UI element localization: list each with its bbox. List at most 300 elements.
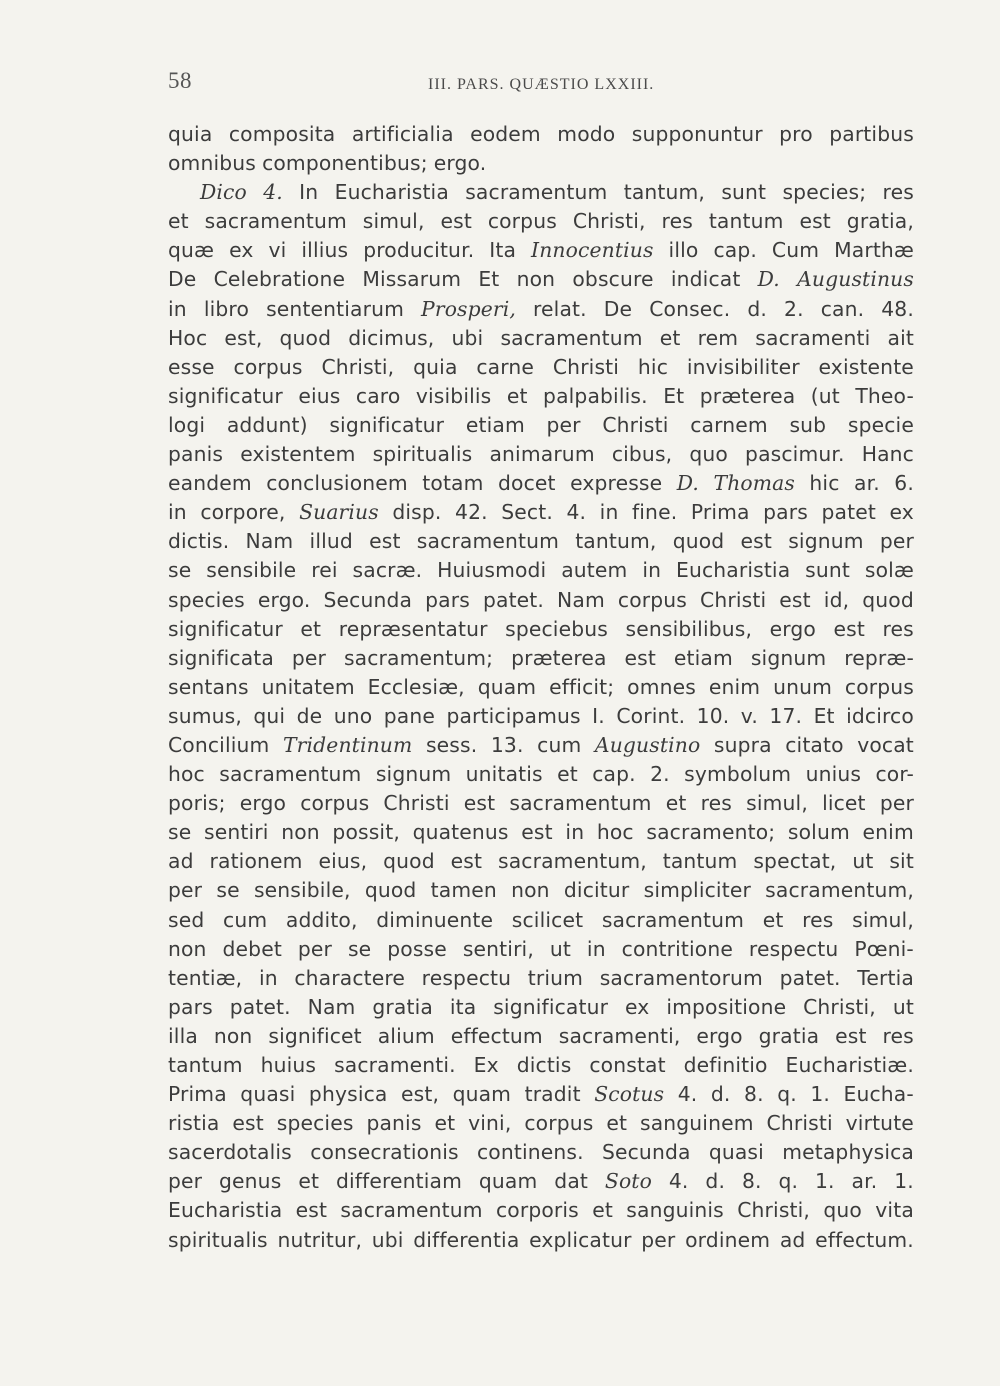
word: simul, xyxy=(852,907,914,932)
word: corpus xyxy=(487,209,557,234)
word: species xyxy=(168,587,245,612)
word: eandem xyxy=(168,471,252,496)
word: dicitur xyxy=(563,878,630,903)
word: esse xyxy=(168,354,215,379)
text-line xyxy=(168,847,914,876)
word: respectu xyxy=(748,936,839,961)
word: est xyxy=(295,1198,328,1223)
text-line xyxy=(168,207,914,236)
word: corpore, xyxy=(200,500,286,525)
word: sensibile, xyxy=(253,878,351,903)
word: et xyxy=(434,1111,456,1136)
word: 42. xyxy=(455,500,488,525)
word: per xyxy=(291,645,327,670)
word: obscure xyxy=(572,267,654,292)
word: physica xyxy=(308,1082,388,1107)
word: 1. xyxy=(810,1082,830,1107)
word: se xyxy=(168,558,192,583)
word: 10. xyxy=(696,703,730,728)
word: etiam xyxy=(673,645,733,670)
text-line xyxy=(168,906,914,935)
word: quam xyxy=(452,1082,512,1107)
word: significatur xyxy=(493,994,609,1019)
word: logi xyxy=(168,412,206,437)
word: est xyxy=(521,820,553,845)
word: Secunda xyxy=(601,1140,691,1165)
word: in xyxy=(565,820,585,845)
word: Christi, xyxy=(321,354,395,379)
word: modo xyxy=(557,122,616,146)
word: sacramentum xyxy=(219,762,362,787)
word: tantum, xyxy=(623,180,706,205)
word: rem xyxy=(697,325,739,350)
word: palpabilis. xyxy=(543,383,648,408)
word: est xyxy=(450,849,483,874)
word: pars xyxy=(763,500,808,525)
text-line xyxy=(168,382,914,411)
word: sacramentum xyxy=(204,209,347,234)
word: per xyxy=(297,936,332,961)
text-line xyxy=(168,353,914,382)
word: ergo xyxy=(696,1023,743,1048)
word: pars xyxy=(168,994,213,1019)
word: ait xyxy=(887,325,914,350)
word: sensibile xyxy=(206,558,297,583)
word: animarum xyxy=(489,442,595,467)
word: fine. xyxy=(631,500,678,525)
word: res xyxy=(700,791,732,816)
word: possit, xyxy=(332,820,400,845)
word: se xyxy=(168,820,192,845)
word: in xyxy=(258,965,278,990)
word: panis xyxy=(366,1111,422,1136)
word: non xyxy=(281,820,320,845)
word: corpus xyxy=(844,674,914,699)
word: corpus xyxy=(524,1111,594,1136)
word: corpus xyxy=(617,587,687,612)
word: ergo xyxy=(239,791,287,816)
word: Concilium xyxy=(168,732,270,757)
text-line xyxy=(168,1167,914,1196)
word: Ita xyxy=(489,238,517,263)
word: consecrationis xyxy=(310,1140,459,1165)
word: signum xyxy=(788,529,864,554)
word: in xyxy=(586,936,606,961)
word: repræsentatur xyxy=(338,616,488,641)
word: ut xyxy=(892,994,914,1019)
word: in xyxy=(599,500,619,525)
word: est xyxy=(779,587,811,612)
word: sacræ. xyxy=(352,558,423,583)
word: sacramentum, xyxy=(498,849,647,874)
word: unum xyxy=(773,674,833,699)
word: posse xyxy=(387,936,447,961)
word: partibus xyxy=(829,122,914,146)
word: est xyxy=(624,645,656,670)
word: res xyxy=(882,616,914,641)
word: est xyxy=(463,791,496,816)
word: per xyxy=(879,791,914,816)
word: significata xyxy=(168,645,274,670)
word: quo xyxy=(689,442,728,467)
text-line xyxy=(168,1109,914,1138)
word: hic xyxy=(637,354,669,379)
word: hoc xyxy=(168,762,205,787)
italic-word: Prosperi, xyxy=(421,296,516,321)
word: vini, xyxy=(468,1111,512,1136)
word: cum xyxy=(537,732,582,757)
word: non xyxy=(511,878,550,903)
word: res xyxy=(802,907,834,932)
word: patet. xyxy=(779,965,841,990)
word: cor- xyxy=(875,762,914,787)
text-line xyxy=(168,964,914,993)
word: est xyxy=(369,529,401,554)
word: ex xyxy=(229,238,254,263)
word: ar. xyxy=(853,471,880,496)
text-line xyxy=(168,440,914,469)
word: est, xyxy=(224,325,263,350)
text-line xyxy=(168,876,914,905)
word: respectu xyxy=(421,965,512,990)
word: non xyxy=(213,1023,253,1048)
word: est xyxy=(440,209,472,234)
word: in xyxy=(642,558,662,583)
text-line xyxy=(168,178,914,207)
word: etiam xyxy=(465,412,525,437)
running-head xyxy=(168,62,912,102)
word: relat. xyxy=(533,296,587,321)
word: tantum, xyxy=(575,529,657,554)
word: ar. xyxy=(851,1169,878,1194)
word: 2. xyxy=(784,296,804,321)
word: per xyxy=(641,1227,676,1252)
word: sacramenti xyxy=(755,325,871,350)
word: significet xyxy=(268,1023,362,1048)
word: alium xyxy=(377,1023,435,1048)
word: sub xyxy=(789,412,827,437)
word: Nam xyxy=(245,529,294,554)
word: dictis xyxy=(516,1053,572,1077)
word: (ut xyxy=(810,383,840,408)
word: in xyxy=(168,500,187,525)
word: et xyxy=(592,1198,613,1223)
word: illius xyxy=(301,238,349,263)
word: Christi xyxy=(383,791,450,816)
text-line xyxy=(168,265,914,294)
word: Christi, xyxy=(737,1198,811,1223)
word: indicat xyxy=(670,267,741,292)
word: se xyxy=(347,936,372,961)
word: sit xyxy=(889,849,914,874)
italic-word: Suarius xyxy=(299,500,379,525)
word: non xyxy=(168,936,207,961)
word: ubi xyxy=(451,325,484,350)
word: sacramenti, xyxy=(558,1023,681,1048)
word: cap. xyxy=(592,762,636,787)
word: sentiri xyxy=(204,820,269,845)
text-line xyxy=(168,556,914,585)
word: se xyxy=(216,878,240,903)
word: Eucharistia xyxy=(168,1198,283,1223)
text-line xyxy=(168,1080,914,1109)
word: tradit xyxy=(524,1082,581,1107)
word: tentiæ, xyxy=(168,965,243,990)
word: spectat, xyxy=(753,849,837,874)
word: 13. xyxy=(490,732,524,757)
word: quia xyxy=(168,122,213,146)
word: Ex xyxy=(473,1053,499,1077)
word: sacramentum xyxy=(500,325,643,350)
word: symbolum xyxy=(684,762,792,787)
word: præterea xyxy=(699,383,796,408)
word: dicimus, xyxy=(348,325,435,350)
word: Hoc xyxy=(168,325,208,350)
word: Cum xyxy=(771,238,820,263)
word: cum xyxy=(223,907,268,932)
italic-word: D. xyxy=(757,267,780,292)
word: trium xyxy=(527,965,584,990)
word: cibus, xyxy=(611,442,673,467)
word: v. xyxy=(740,703,758,728)
word: vita xyxy=(875,1198,914,1223)
word: supra xyxy=(713,732,772,757)
word: existentem xyxy=(240,442,356,467)
word: sacramentum xyxy=(416,529,559,554)
word: sacramentum xyxy=(509,791,652,816)
word: sacramentum xyxy=(601,907,745,932)
word: Et xyxy=(663,383,685,408)
word: De xyxy=(603,296,633,321)
word: sacramenti. xyxy=(334,1053,456,1077)
word: quia xyxy=(413,354,458,379)
word: sunt xyxy=(721,180,767,205)
word: pascimur. xyxy=(745,442,845,467)
word: quod xyxy=(862,587,914,612)
word: 4. xyxy=(668,1169,689,1194)
word: d. xyxy=(705,1169,726,1194)
word: Et xyxy=(478,267,500,292)
word: Prima xyxy=(690,500,750,525)
word: libro xyxy=(203,296,250,321)
word: eius xyxy=(298,383,341,408)
word: efficit; xyxy=(549,674,615,699)
text-line xyxy=(168,120,914,149)
body-text xyxy=(168,120,914,1255)
text-line xyxy=(168,1138,914,1167)
word: Et xyxy=(813,703,835,728)
word: sacerdotalis xyxy=(168,1140,292,1165)
text-line xyxy=(168,586,914,615)
word: autem xyxy=(561,558,628,583)
word: tantum xyxy=(708,209,784,234)
word: Christi, xyxy=(803,994,876,1019)
word: spiritualis xyxy=(372,442,473,467)
word: Missarum xyxy=(362,267,462,292)
word: conclusionem xyxy=(266,471,408,496)
word: spiritualis xyxy=(168,1227,268,1252)
word: contritione xyxy=(621,936,733,961)
word: 4. xyxy=(566,500,587,525)
word: ad xyxy=(779,1227,806,1252)
word: effectum. xyxy=(815,1227,914,1252)
word: ristia xyxy=(168,1111,220,1136)
word: genus xyxy=(219,1169,282,1194)
word: ex xyxy=(889,500,914,525)
word: carne xyxy=(476,354,535,379)
word: ut xyxy=(549,936,571,961)
text-line xyxy=(168,149,914,178)
word: Ecclesiæ, xyxy=(367,674,465,699)
word: sacramentum; xyxy=(343,645,494,670)
word: scilicet xyxy=(511,907,584,932)
italic-word: Thomas xyxy=(713,471,795,496)
word: can. xyxy=(820,296,865,321)
page-number: 58 xyxy=(168,68,192,93)
word: Consec. xyxy=(649,296,731,321)
text-line xyxy=(168,527,914,556)
word: explicatur xyxy=(529,1227,632,1252)
word: Hanc xyxy=(861,442,914,467)
word: signum xyxy=(375,762,452,787)
word: eodem xyxy=(470,122,541,146)
italic-word: Innocentius xyxy=(531,238,654,263)
word: artificialia xyxy=(351,122,454,146)
word: unitatis xyxy=(465,762,543,787)
word: quam xyxy=(478,1169,538,1194)
word: et xyxy=(762,907,784,932)
word: sacramentum xyxy=(465,180,608,205)
word: et xyxy=(659,325,681,350)
italic-word: Dico xyxy=(200,180,247,205)
word: qui xyxy=(253,703,286,728)
word: Christi xyxy=(700,587,767,612)
word: supponuntur xyxy=(631,122,763,146)
word: sacramentum, xyxy=(765,878,914,903)
italic-word: Scotus xyxy=(594,1082,665,1107)
word: citato xyxy=(785,732,844,757)
word: Eucharistia xyxy=(334,180,449,205)
word: res xyxy=(882,180,914,205)
text-line xyxy=(168,1051,914,1080)
word: est xyxy=(799,209,831,234)
word: ubi xyxy=(371,1227,404,1252)
word: visibilis xyxy=(415,383,492,408)
word: ergo xyxy=(769,616,816,641)
running-title: III. PARS. QUÆSTIO LXXIII. xyxy=(428,76,655,93)
word: q. xyxy=(777,1082,797,1107)
text-line xyxy=(168,644,914,673)
word: gratia xyxy=(372,994,433,1019)
word: Christi xyxy=(766,1111,833,1136)
word: Eucha- xyxy=(843,1082,914,1107)
word: Christi, xyxy=(572,209,646,234)
word: dat xyxy=(554,1169,589,1194)
word: quatenus xyxy=(412,820,509,845)
word: solæ xyxy=(864,558,914,583)
word: definitio xyxy=(683,1053,768,1077)
word: caro xyxy=(355,383,401,408)
word: et xyxy=(506,383,528,408)
word: corpus xyxy=(300,791,370,816)
word: Nam xyxy=(307,994,356,1019)
italic-word: 4. xyxy=(263,180,283,205)
italic-word: Augustino xyxy=(594,732,701,757)
word: illa xyxy=(168,1023,198,1048)
word: Marthæ xyxy=(834,238,914,263)
word: Nam xyxy=(557,587,605,612)
word: metaphysica xyxy=(782,1140,914,1165)
word: tantum xyxy=(662,849,738,874)
word: Eucharistia xyxy=(675,558,791,583)
word: In xyxy=(299,180,319,205)
word: significatur xyxy=(329,412,445,437)
word: Secunda xyxy=(323,587,413,612)
word: effectum xyxy=(450,1023,543,1048)
word: nutritur, xyxy=(277,1227,363,1252)
word: q. xyxy=(778,1169,799,1194)
word: tamen xyxy=(430,878,497,903)
text-line xyxy=(168,469,914,498)
text-line xyxy=(168,731,914,760)
word: 17. xyxy=(769,703,803,728)
word: tantum xyxy=(168,1053,243,1077)
word: illo xyxy=(668,238,699,263)
word: res xyxy=(661,209,693,234)
text-line xyxy=(168,760,914,789)
word: differentiam xyxy=(335,1169,462,1194)
word: patet. xyxy=(229,994,291,1019)
word: significatur xyxy=(168,616,283,641)
word: poris; xyxy=(168,791,226,816)
text-line xyxy=(168,1022,914,1051)
word: et xyxy=(665,791,687,816)
word: componentibus; xyxy=(262,151,428,176)
word: huius xyxy=(260,1053,317,1077)
word: signum xyxy=(750,645,827,670)
word: sententiarum xyxy=(266,296,405,321)
word: d. xyxy=(747,296,767,321)
word: id, xyxy=(823,587,850,612)
word: virtute xyxy=(845,1111,914,1136)
text-line xyxy=(168,935,914,964)
word: quod xyxy=(383,849,435,874)
word: uno xyxy=(333,703,373,728)
word: Tertia xyxy=(857,965,914,990)
word: sanguinem xyxy=(639,1111,754,1136)
word: omnes xyxy=(627,674,696,699)
word: repræ- xyxy=(844,645,914,670)
word: et xyxy=(557,762,578,787)
word: pars xyxy=(425,587,470,612)
word: d. xyxy=(710,1082,731,1107)
text-line xyxy=(168,615,914,644)
word: gratia xyxy=(758,1023,820,1048)
word: pane xyxy=(383,703,435,728)
text-line xyxy=(168,993,914,1022)
word: sed xyxy=(168,907,205,932)
word: constat xyxy=(589,1053,666,1077)
text-line xyxy=(168,789,914,818)
word: sentiri, xyxy=(462,936,534,961)
word: per xyxy=(879,529,914,554)
word: Christi xyxy=(602,412,669,437)
word: sacramentorum xyxy=(599,965,763,990)
text-line xyxy=(168,1196,914,1225)
word: disp. xyxy=(392,500,442,525)
word: 8. xyxy=(741,1169,762,1194)
word: est, xyxy=(401,1082,440,1107)
